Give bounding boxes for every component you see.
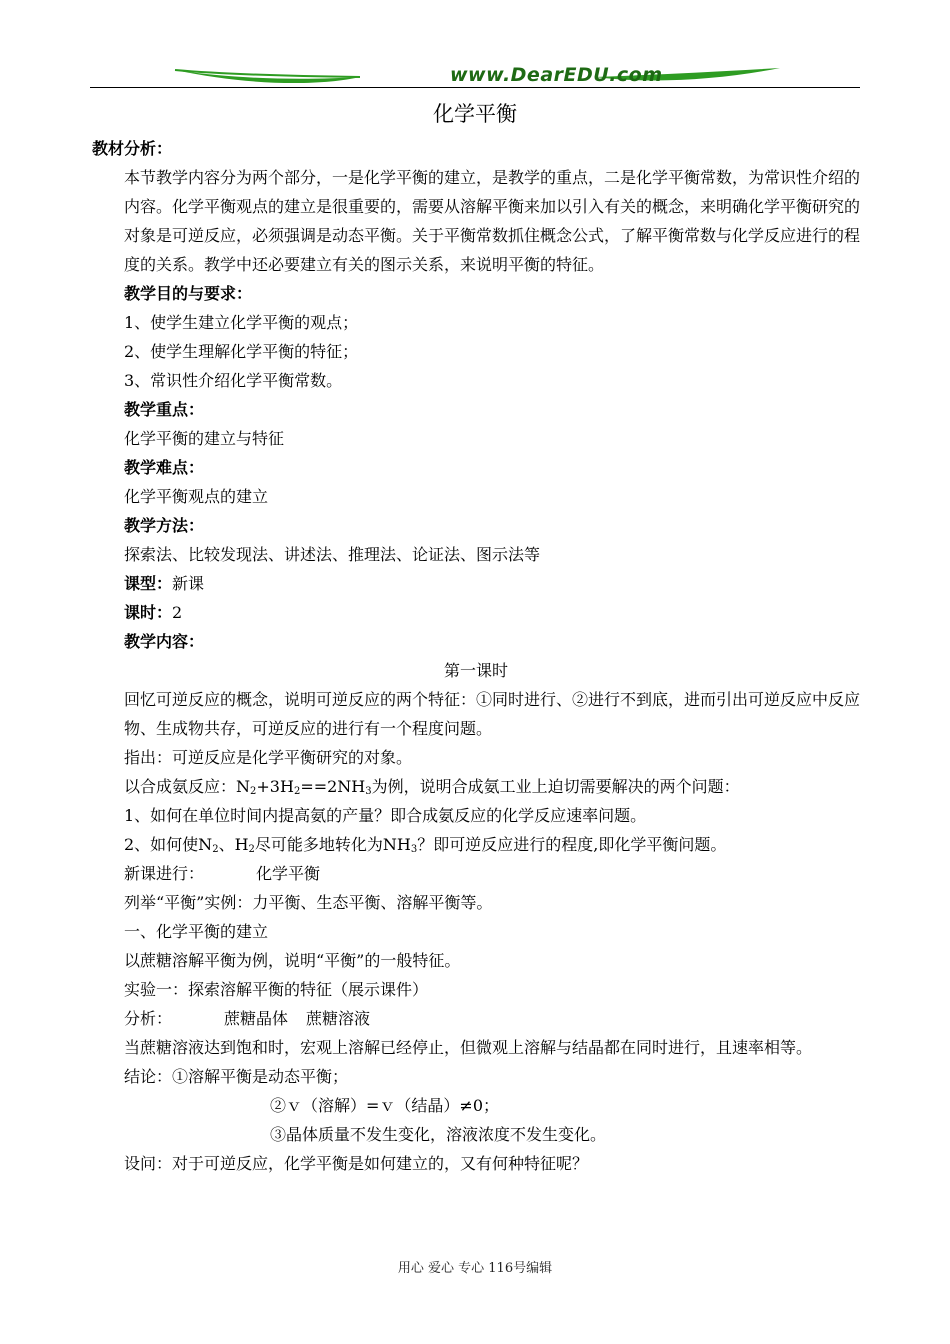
text-run: ？即可逆反应进行的程度,即化学平衡问题。 bbox=[417, 835, 727, 854]
page-footer: 用心 爱心 专心 116号编辑 bbox=[397, 1261, 553, 1276]
analysis-line bbox=[92, 1004, 860, 1033]
goal-item: 1、使学生建立化学平衡的观点； bbox=[124, 313, 359, 332]
goals-heading: 教学目的与要求： bbox=[124, 284, 253, 303]
question-item: 1、如何在单位时间内提高氨的产量？即合成氨反应的化学反应速率问题。 bbox=[124, 806, 647, 825]
question-line: 设问：对于可逆反应，化学平衡是如何建立的，又有何种特征呢？ bbox=[124, 1154, 589, 1173]
method-text: 探索法、比较发现法、讲述法、推理法、论证法、图示法等 bbox=[124, 545, 541, 564]
subscript: 3 bbox=[410, 844, 418, 855]
paragraph: 当蔗糖溶液达到饱和时，宏观上溶解已经停止，但微观上溶解与结晶都在同时进行，且速率相等。 bbox=[124, 1038, 813, 1057]
conclusion-line: 结论：①溶解平衡是动态平衡； bbox=[124, 1067, 349, 1086]
key-text: 化学平衡的建立与特征 bbox=[124, 429, 285, 448]
experiment-line: 实验一：探索溶解平衡的特征（展示课件） bbox=[124, 980, 429, 999]
analysis-paragraph: 本节教学内容分为两个部分，一是化学平衡的建立，是教学的重点，二是化学平衡常数，为常识性介绍的内容。化学平衡观点的建立是很重要的，需要从溶解平衡来加以引入有关的概念，来明确化学平衡研究的对象是可逆反应，必须强调是动态平衡。关于平衡常数抓住概念公式，了解平衡常数与化学反应进行的程度的关系。教学中还必要建立有关的图示关系，来说明平衡的特征。 bbox=[124, 168, 861, 274]
lesson-hours bbox=[92, 598, 860, 627]
goal-item: 3、常识性介绍化学平衡常数。 bbox=[124, 371, 343, 390]
difficulty-text: 化学平衡观点的建立 bbox=[124, 487, 269, 506]
hours-label: 课时： bbox=[124, 603, 173, 622]
paragraph: 列举“平衡”实例：力平衡、生态平衡、溶解平衡等。 bbox=[124, 893, 493, 912]
text-run: 2、如何使N bbox=[124, 835, 213, 854]
site-url[interactable]: www.DearEDU.com bbox=[450, 64, 663, 86]
text-run: 分析： bbox=[124, 1009, 173, 1028]
conclusion-line: ②ｖ（溶解）=ｖ（结晶）≠0； bbox=[270, 1096, 499, 1115]
document-body bbox=[92, 134, 860, 1178]
page-title: 化学平衡 bbox=[433, 102, 517, 126]
header-rule bbox=[90, 87, 860, 88]
text-run: 尽可能多地转化为NH bbox=[254, 835, 411, 854]
method-heading: 教学方法： bbox=[124, 516, 205, 535]
lesson-title: 第一课时 bbox=[443, 661, 508, 680]
subscript: 3 bbox=[365, 786, 372, 797]
content-heading: 教学内容： bbox=[124, 632, 205, 651]
subscript: 2 bbox=[212, 844, 219, 855]
text-run: 蔗糖晶体 bbox=[224, 1009, 289, 1028]
text-run: +3H bbox=[256, 777, 294, 796]
text-run: 化学平衡 bbox=[256, 864, 321, 883]
subsection-heading: 一、化学平衡的建立 bbox=[124, 922, 269, 941]
question-item bbox=[92, 830, 860, 859]
subscript: 2 bbox=[248, 844, 255, 855]
lesson-type bbox=[92, 569, 860, 598]
conclusion-line: ③晶体质量不发生变化，溶液浓度不发生变化。 bbox=[270, 1125, 607, 1144]
ammonia-reaction-line bbox=[92, 772, 860, 801]
difficulty-heading: 教学难点： bbox=[124, 458, 205, 477]
text-run: 新课进行： bbox=[124, 864, 205, 883]
paragraph: 指出：可逆反应是化学平衡研究的对象。 bbox=[124, 748, 413, 767]
section-heading: 教材分析： bbox=[92, 139, 173, 158]
hours-value: 2 bbox=[172, 603, 183, 622]
text-run: 以合成氨反应：N bbox=[124, 777, 251, 796]
text-run: ==2NH bbox=[300, 777, 366, 796]
paragraph: 回忆可逆反应的概念，说明可逆反应的两个特征：①同时进行、②进行不到底，进而引出可逆反应中反应物、生成物共存，可逆反应的进行有一个程度问题。 bbox=[124, 690, 861, 738]
text-run: 、H bbox=[218, 835, 249, 854]
type-label: 课型： bbox=[124, 574, 173, 593]
type-value: 新课 bbox=[172, 574, 205, 593]
key-heading: 教学重点： bbox=[124, 400, 205, 419]
goal-item: 2、使学生理解化学平衡的特征； bbox=[124, 342, 359, 361]
new-lesson-line bbox=[92, 859, 860, 888]
text-run: 蔗糖溶液 bbox=[306, 1009, 371, 1028]
subscript: 2 bbox=[250, 786, 257, 797]
paragraph: 以蔗糖溶解平衡为例，说明“平衡”的一般特征。 bbox=[124, 951, 461, 970]
subscript: 2 bbox=[293, 786, 301, 797]
text-run: 为例，说明合成氨工业上迫切需要解决的两个问题： bbox=[371, 777, 740, 796]
